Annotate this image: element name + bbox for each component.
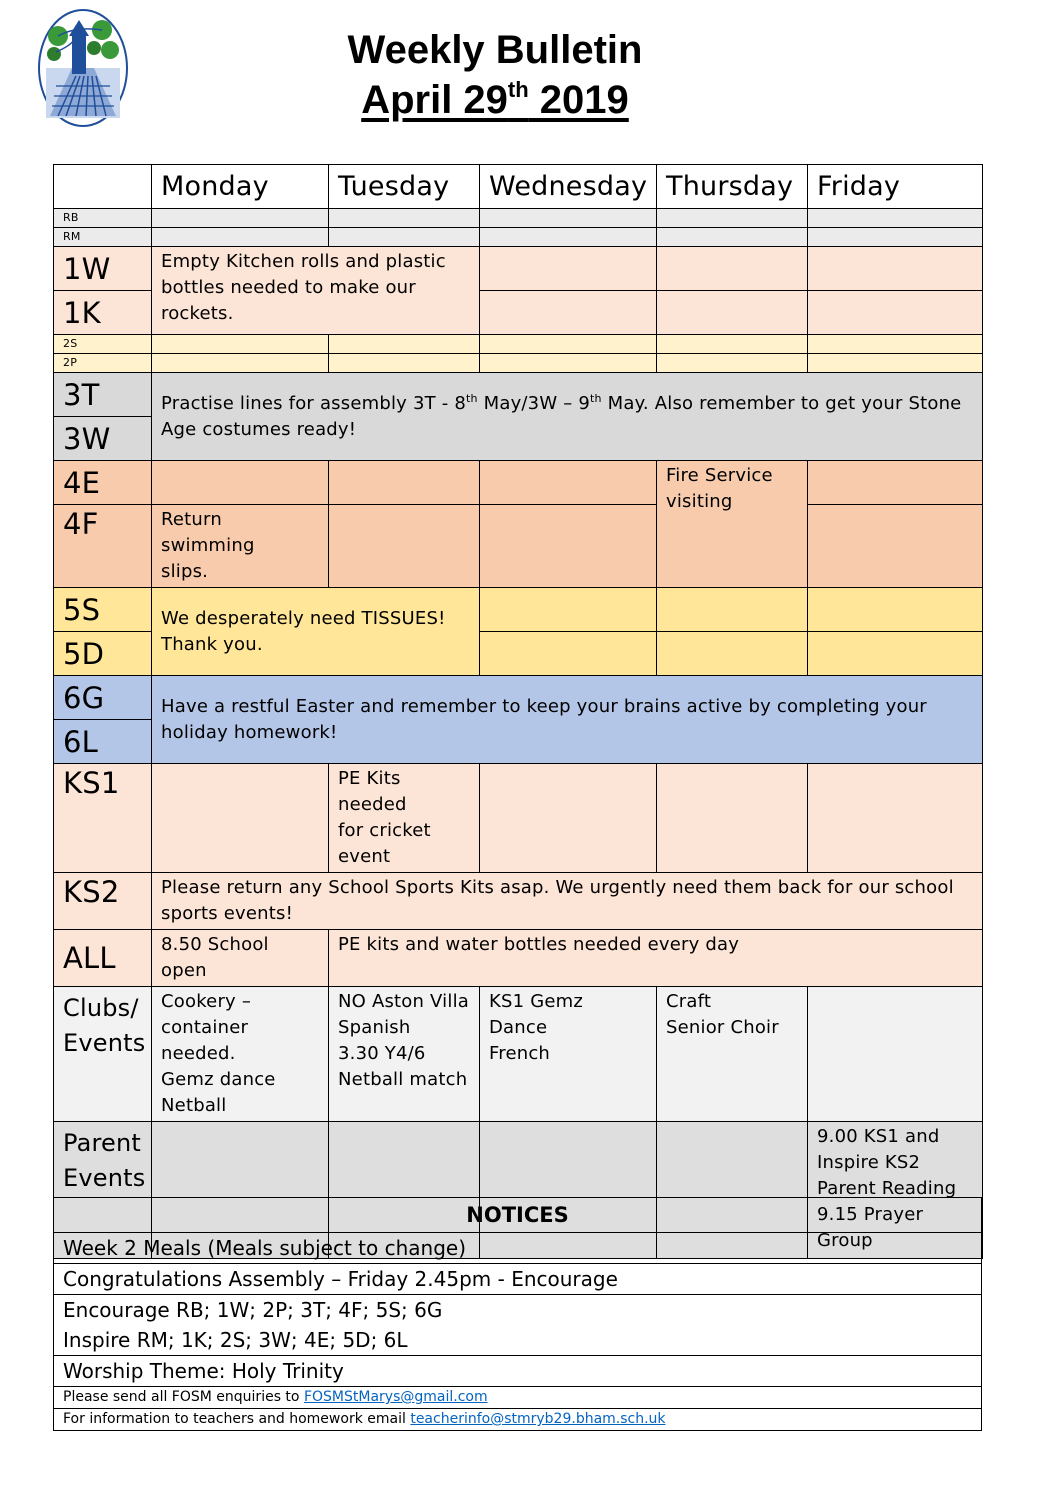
notice-houses [54,1295,982,1356]
day-tuesday: Tuesday [329,165,480,209]
class-label-rm: RM [54,228,152,247]
class-label-rb: RB [54,209,152,228]
ks2-note: Please return any School Sports Kits asap. We urgently need them back for our school sports events! [152,873,983,930]
class-label-5s: 5S [54,588,152,632]
day-header-row [54,165,983,209]
day-monday: Monday [152,165,329,209]
class-label-ks1: KS1 [54,764,152,873]
notice-worship: Worship Theme: Holy Trinity [54,1356,982,1387]
notices-table [53,1197,982,1431]
day-thursday: Thursday [657,165,808,209]
clubs-wednesday: KS1 Gemz Dance French [480,987,657,1122]
bulletin-date: April 29th 2019 [361,77,629,122]
notice-teacher-email: For information to teachers and homework email teacherinfo@stmryb29.bham.sch.uk [54,1409,982,1431]
class-label-6g: 6G [54,676,152,720]
class-label-4e: 4E [54,461,152,505]
class-label-3w: 3W [54,417,152,461]
class-label-1w: 1W [54,247,152,291]
year4-thursday-note: Fire Service visiting [657,461,808,588]
class-label-3t: 3T [54,373,152,417]
notice-meals: Week 2 Meals (Meals subject to change) [54,1233,982,1264]
notice-assembly: Congratulations Assembly – Friday 2.45pm - Encourage [54,1264,982,1295]
4f-monday-note: Return swimming slips. [152,505,329,588]
clubs-friday [808,987,983,1122]
notice-inspire: Inspire RM; 1K; 2S; 3W; 4E; 5D; 6L [63,1328,408,1352]
row-3t [54,373,983,417]
class-label-6l: 6L [54,720,152,764]
row-5s [54,588,983,632]
year3-note: Practise lines for assembly 3T - 8th May/3W – 9th May. Also remember to get your Stone Age costumes ready! [152,373,983,461]
year6-note: Have a restful Easter and remember to keep your brains active by completing your holiday homework! [152,676,983,764]
row-2p [54,354,983,373]
row-rm [54,228,983,247]
clubs-events-label: Clubs/ Events [54,987,152,1122]
weekly-timetable [53,164,983,1259]
class-label-all: ALL [54,930,152,987]
class-label-2p: 2P [54,354,152,373]
row-6g [54,676,983,720]
parent-friday: 9.00 KS1 and Inspire KS2 Parent Reading 9.15 Prayer Group [808,1122,983,1259]
year5-note: We desperately need TISSUES! Thank you. [152,588,480,676]
day-wednesday: Wednesday [480,165,657,209]
notices-heading: NOTICES [54,1198,982,1233]
row-ks2 [54,873,983,930]
parent-events-label: Parent Events [54,1122,152,1259]
row-all [54,930,983,987]
row-ks1 [54,764,983,873]
row-1w [54,247,983,291]
class-label-1k: 1K [54,291,152,335]
ks1-tuesday-note: PE Kits needed for cricket event [329,764,480,873]
row-2s [54,335,983,354]
class-label-4f: 4F [54,505,152,588]
teacher-email-link[interactable]: teacherinfo@stmryb29.bham.sch.uk [410,1411,666,1427]
notice-fosm: Please send all FOSM enquiries to FOSMStMarys@gmail.com [54,1387,982,1409]
class-label-5d: 5D [54,632,152,676]
year1-note: Empty Kitchen rolls and plastic bottles needed to make our rockets. [152,247,480,335]
row-clubs-events [54,987,983,1122]
day-friday: Friday [808,165,983,209]
class-label-2s: 2S [54,335,152,354]
all-monday-note: 8.50 School open [152,930,329,987]
clubs-thursday: Craft Senior Choir [657,987,808,1122]
clubs-tuesday: NO Aston Villa Spanish 3.30 Y4/6 Netball match [329,987,480,1122]
bulletin-title: Weekly Bulletin [347,28,643,72]
row-rb [54,209,983,228]
all-week-note: PE kits and water bottles needed every day [329,930,983,987]
fosm-email-link[interactable]: FOSMStMarys@gmail.com [303,1389,488,1405]
clubs-monday: Cookery – container needed. Gemz dance Netball [152,987,329,1122]
notice-encourage: Encourage RB; 1W; 2P; 3T; 4F; 5S; 6G [63,1298,443,1322]
row-4f [54,505,983,588]
school-logo [36,6,130,130]
corner-cell [54,165,152,209]
row-4e [54,461,983,505]
class-label-ks2: KS2 [54,873,152,930]
